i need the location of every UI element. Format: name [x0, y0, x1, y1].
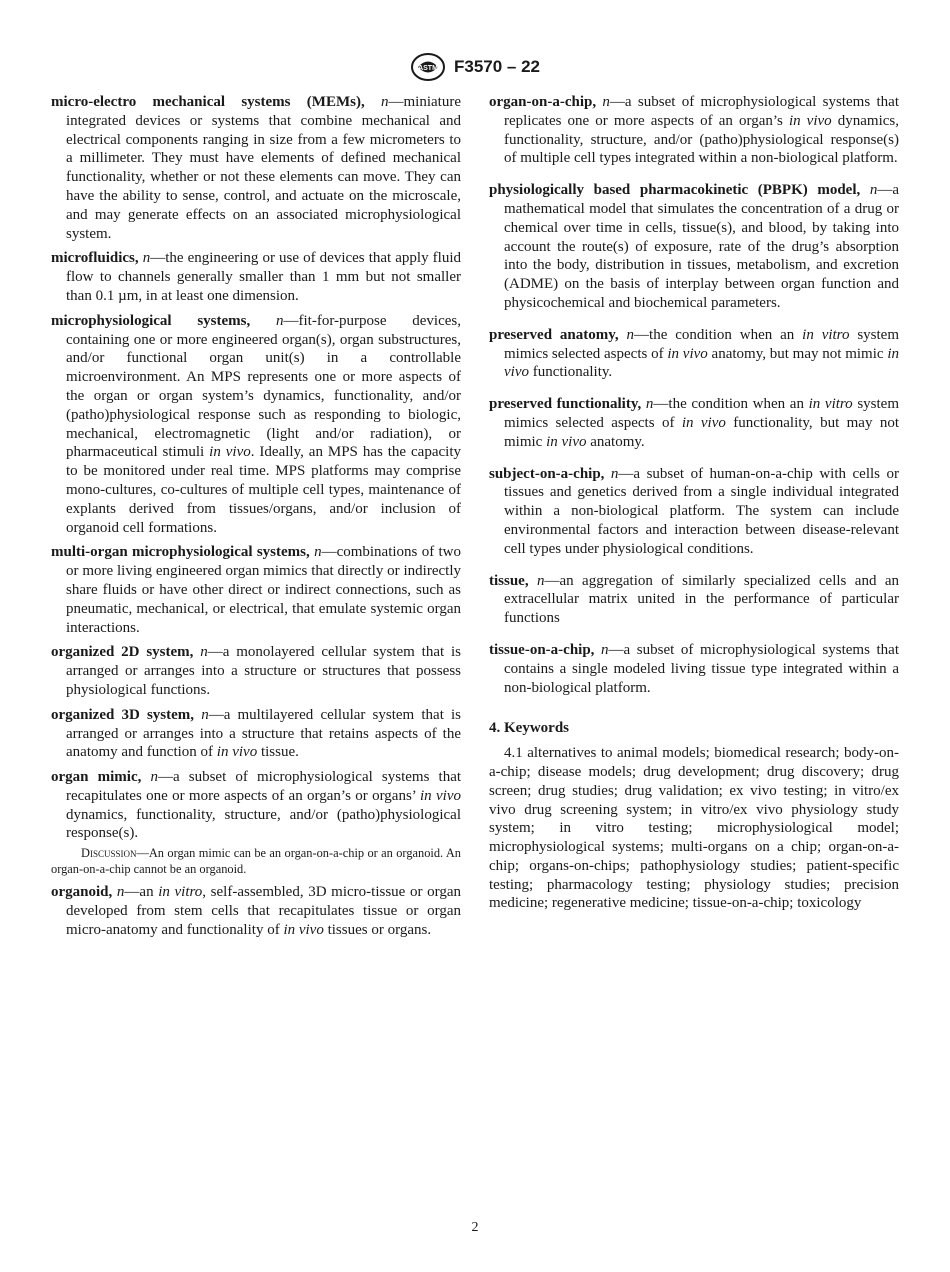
definition-entry: tissue, n—an aggregation of similarly specialized cells and an extracellular matrix united in the performance of particular functions [489, 572, 900, 627]
definition-entry: microphysiological systems, n—fit-for-purpose devices, containing one or more engineered organ(s), organ substructures, and/or functional organ unit(s) in a controllable microenvironment. An MPS represents one or more aspects of the organ or organ system’s dynamics, functionality, and/or (patho)physiological response such as responding to biologic, mechanical, electromagnetic (light and/or radiation), or pharmaceutical stimuli in vivo. Ideally, an MPS has the capacity to be monitored under real time. MPS platforms may comprise mono-cultures, co-cultures of multiple cell types, maintenance of explants derived from tissues/organs, and/or inclusion of organoid cell formations. [51, 312, 461, 536]
left-column [51, 93, 461, 946]
definition-entry: preserved anatomy, n—the condition when an in vitro system mimics selected aspects of in vivo anatomy, but may not mimic in vivo functionality. [489, 326, 900, 381]
svg-text:ASTM: ASTM [418, 65, 438, 72]
definition-entry: organized 3D system, n—a multilayered cellular system that is arranged or arranges into a structure that retains aspects of the anatomy and function of in vivo tissue. [51, 706, 462, 761]
page-header [0, 52, 950, 82]
discussion-note: Discussion—An organ mimic can be an organ-on-a-chip or an organoid. An organ-on-a-chip cannot be an organoid. [51, 846, 461, 877]
definition-entry: organized 2D system, n—a monolayered cellular system that is arranged or arranges into a structure or structures that possess physiological functions. [51, 644, 462, 698]
definition-entry: physiologically based pharmacokinetic (PBPK) model, n—a mathematical model that simulates the concentration of a drug or chemical over time in cells, tissue(s), and blood, by taking into account the route(s) of exposure, rate of the drug’s absorption into the body, distribution in tissues, metabolism, and excretion (ADME) on the basis of interplay between organ function and physicochemical and biochemical parameters. [489, 182, 899, 311]
definition-entry: organ mimic, n—a subset of microphysiological systems that recapitulates one or more aspects of an organ’s or organs’ in vivo dynamics, functionality, structure, and/or (patho)physiological response(s). [51, 769, 462, 842]
astm-logo-icon [410, 52, 446, 82]
definition-entry: organoid, n—an in vitro, self-assembled, 3D micro-tissue or organ developed from stem cells that recapitulates tissue or organ micro-anatomy and functionality of in vivo tissues or organs. [51, 884, 461, 938]
right-column [489, 93, 899, 913]
keywords-paragraph: 4.1 alternatives to animal models; biomedical research; body-on-a-chip; disease models; drug development; drug discovery; drug screen; drug studies; drug validation; ex vivo testing; in vitro/ex vivo drug screening system; in vitro/ex vivo physiology study system; in vitro testing; microphysiological model; microphysiological systems; multi-organs on a chip; organ-on-a-chip; organs-on-chips; pathophysiology studies; patient-specific testing; pharmacology testing; physiology studies; precision medicine; regenerative medicine; tissue-on-a-chip; toxicology [489, 745, 899, 912]
definition-entry: preserved functionality, n—the condition when an in vitro system mimics selected aspects of in vivo functionality, but may not mimic in vivo anatomy. [489, 396, 900, 450]
definition-entry: multi-organ microphysiological systems, n—combinations of two or more living engineered organ mimics that directly or indirectly share fluids or have other direct or indirect connections, such as pneumatic, mechanical, or electrical, that emulate systemic organ interactions. [51, 544, 461, 636]
definition-entry: tissue-on-a-chip, n—a subset of microphysiological systems that contains a single modeled living tissue type integrated within a non-biological platform. [489, 641, 900, 696]
definition-entry: organ-on-a-chip, n—a subset of microphysiological systems that replicates one or more aspects of an organ’s in vivo dynamics, functionality, structure, and/or (patho)physiological response(s) of multiple cell types integrated within a non-biological platform. [489, 94, 899, 167]
definition-entry: subject-on-a-chip, n—a subset of human-on-a-chip with cells or tissues and genetics derived from a single individual integrated within a non-biological platform. The system can include environmental factors and interaction between disease-relevant cell types under physiological conditions. [489, 465, 899, 557]
document-id: F3570 – 22 [453, 57, 540, 76]
page-number: 2 [471, 1220, 479, 1235]
definition-entry: microfluidics, n—the engineering or use of devices that apply fluid flow to channels generally smaller than 1 mm but not smaller than 0.1 µm, in at least one dimension. [51, 250, 462, 304]
definition-entry: micro-electro mechanical systems (MEMs), n—miniature integrated devices or systems that combine mechanical and electrical components ranging in size from a few micrometers to a millimeter. They must have elements of defined mechanical functionality, whether or not these elements can move. They can have the ability to sense, control, and actuate on the microscale, and may generate effects on an associated microphysiological system. [51, 94, 461, 242]
section-heading: 4. Keywords [489, 720, 569, 737]
